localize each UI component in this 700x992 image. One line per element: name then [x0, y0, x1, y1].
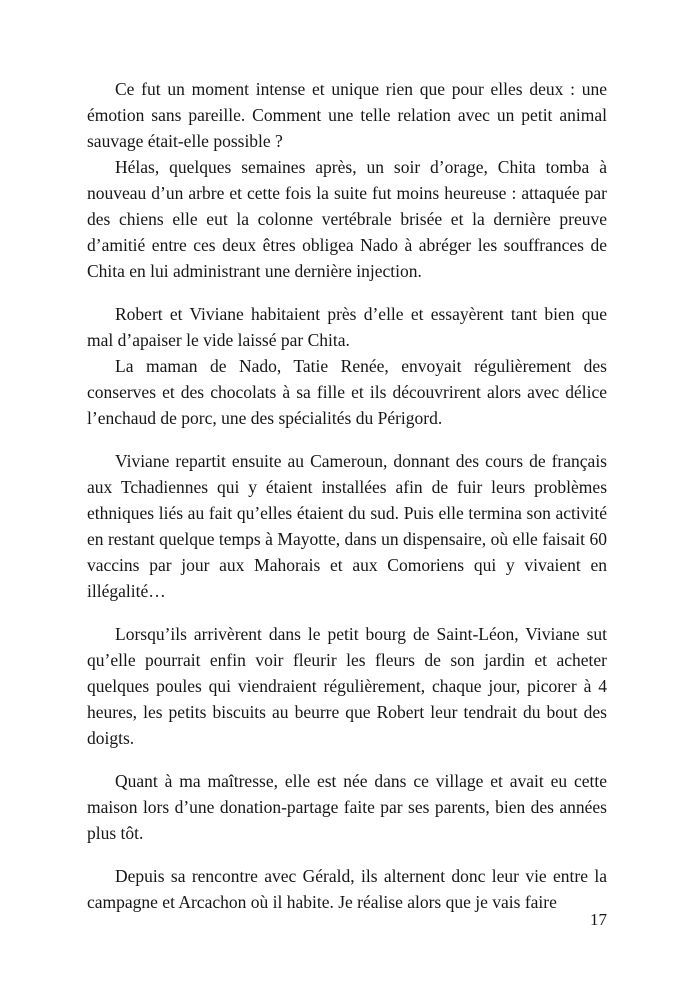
paragraph-group: [87, 448, 607, 604]
page-text: [87, 76, 607, 915]
paragraph-group: [87, 301, 607, 431]
paragraph: Viviane repartit ensuite au Cameroun, donnant des cours de français aux Tchadiennes qui y étaient installées afin de fuir leurs problèmes ethniques liés au fait qu’elles étaient du sud. Puis elle termina son activité en restant quelque temps à Mayotte, dans un dispensaire, où elle faisait 60 vaccins par jour aux Mahorais et aux Comoriens qui y vivaient en illégalité…: [87, 451, 607, 601]
paragraph-group: [87, 768, 607, 846]
paragraph: Hélas, quelques semaines après, un soir d’orage, Chita tomba à nouveau d’un arbre et cette fois la suite fut moins heureuse : attaquée par des chiens elle eut la colonne vertébrale brisée et la dernière preuve d’amitié entre ces deux êtres obligea Nado à abréger les souffrances de Chita en lui administrant une dernière injection.: [87, 157, 607, 281]
paragraph: Quant à ma maîtresse, elle est née dans ce village et avait eu cette maison lors d’une donation-partage faite par ses parents, bien des années plus tôt.: [87, 771, 607, 843]
page-number: 17: [590, 910, 607, 929]
paragraph-group: [87, 76, 607, 284]
paragraph: Ce fut un moment intense et unique rien que pour elles deux : une émotion sans pareille. Comment une telle relation avec un petit animal sauvage était-elle possible ?: [87, 79, 607, 151]
paragraph: Lorsqu’ils arrivèrent dans le petit bourg de Saint-Léon, Viviane sut qu’elle pourrait enfin voir fleurir les fleurs de son jardin et acheter quelques poules qui viendraient régulièrement, chaque jour, picorer à 4 heures, les petits biscuits au beurre que Robert leur tendrait du bout des doigts.: [87, 624, 607, 748]
paragraph: La maman de Nado, Tatie Renée, envoyait régulièrement des conserves et des chocolats à sa fille et ils découvrirent alors avec délice l’enchaud de porc, une des spécialités du Périgord.: [87, 356, 607, 428]
paragraph-group: [87, 621, 607, 751]
paragraph: Depuis sa rencontre avec Gérald, ils alternent donc leur vie entre la campagne et Arcachon où il habite. Je réalise alors que je vais faire: [87, 866, 607, 912]
paragraph: Robert et Viviane habitaient près d’elle et essayèrent tant bien que mal d’apaiser le vide laissé par Chita.: [87, 304, 607, 350]
